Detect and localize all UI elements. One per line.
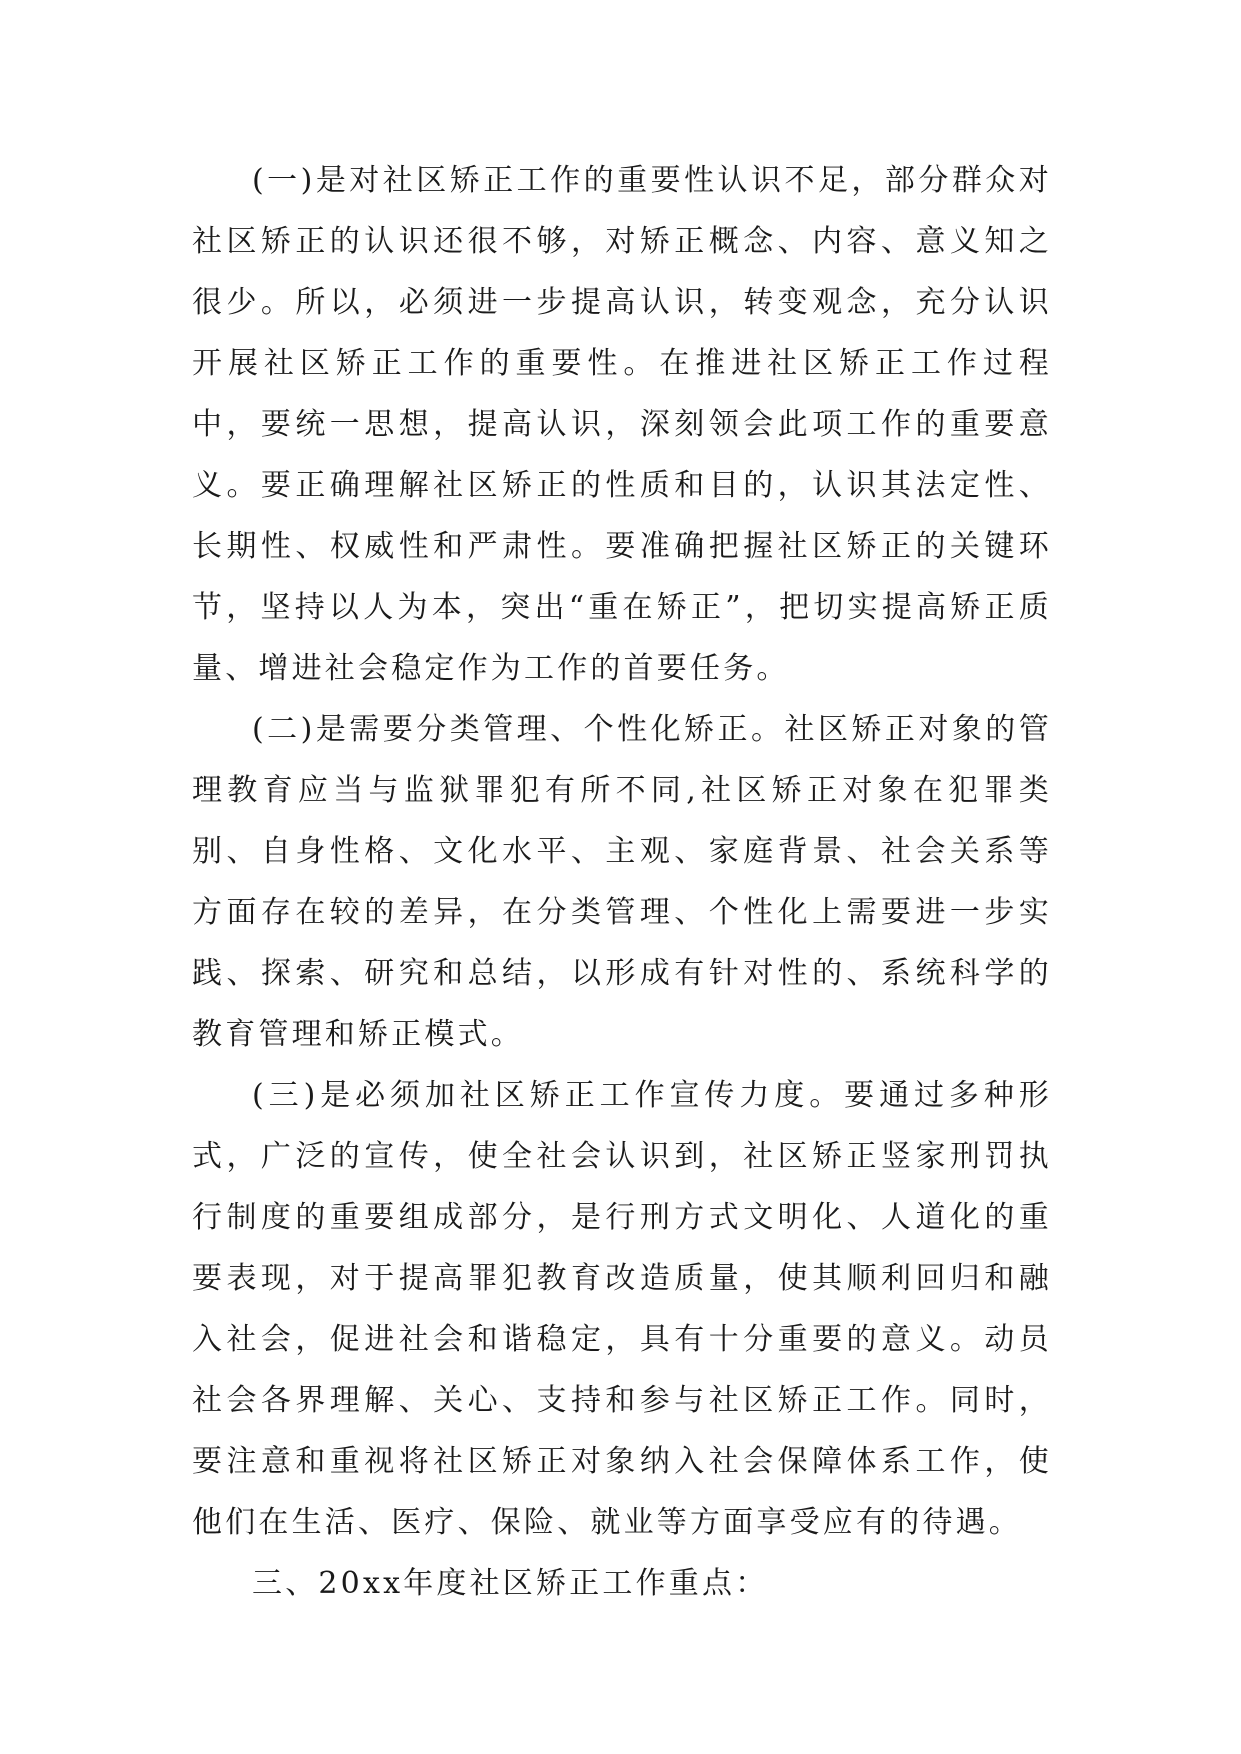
paragraph-classified-management: (二)是需要分类管理、个性化矫正。社区矫正对象的管理教育应当与监狱罪犯有所不同,社区矫正对象在犯罪类别、自身性格、文化水平、主观、家庭背景、社会关系等方面存在较的差异，在分类管理、个性化上需要进一步实践、探索、研究和总结，以形成有针对性的、系统科学的教育管理和矫正模式。	[192, 712, 1052, 1052]
paragraph-publicity: (三)是必须加社区矫正工作宣传力度。要通过多种形式，广泛的宣传，使全社会认识到，社区矫正竖家刑罚执行制度的重要组成部分，是行刑方式文明化、人道化的重要表现，对于提高罪犯教育改造质量，使其顺利回归和融入社会，促进社会和谐稳定，具有十分重要的意义。动员社会各界理解、关心、支持和参与社区矫正工作。同时，要注意和重视将社区矫正对象纳入社会保障体系工作，使他们在生活、医疗、保险、就业等方面享受应有的待遇。	[192, 1078, 1052, 1540]
paragraph-awareness: (一)是对社区矫正工作的重要性认识不足，部分群众对社区矫正的认识还很不够，对矫正概念、内容、意义知之很少。所以，必须进一步提高认识，转变观念，充分认识开展社区矫正工作的重要性。在推进社区矫正工作过程中，要统一思想，提高认识，深刻领会此项工作的重要意义。要正确理解社区矫正的性质和目的，认识其法定性、长期性、权威性和严肃性。要准确把握社区矫正的关键环节，坚持以人为本，突出“重在矫正”，把切实提高矫正质量、增进社会稳定作为工作的首要任务。	[192, 163, 1052, 686]
document-body	[192, 150, 1052, 1614]
section-heading-work-focus: 三、20xx年度社区矫正工作重点：	[252, 1566, 769, 1601]
